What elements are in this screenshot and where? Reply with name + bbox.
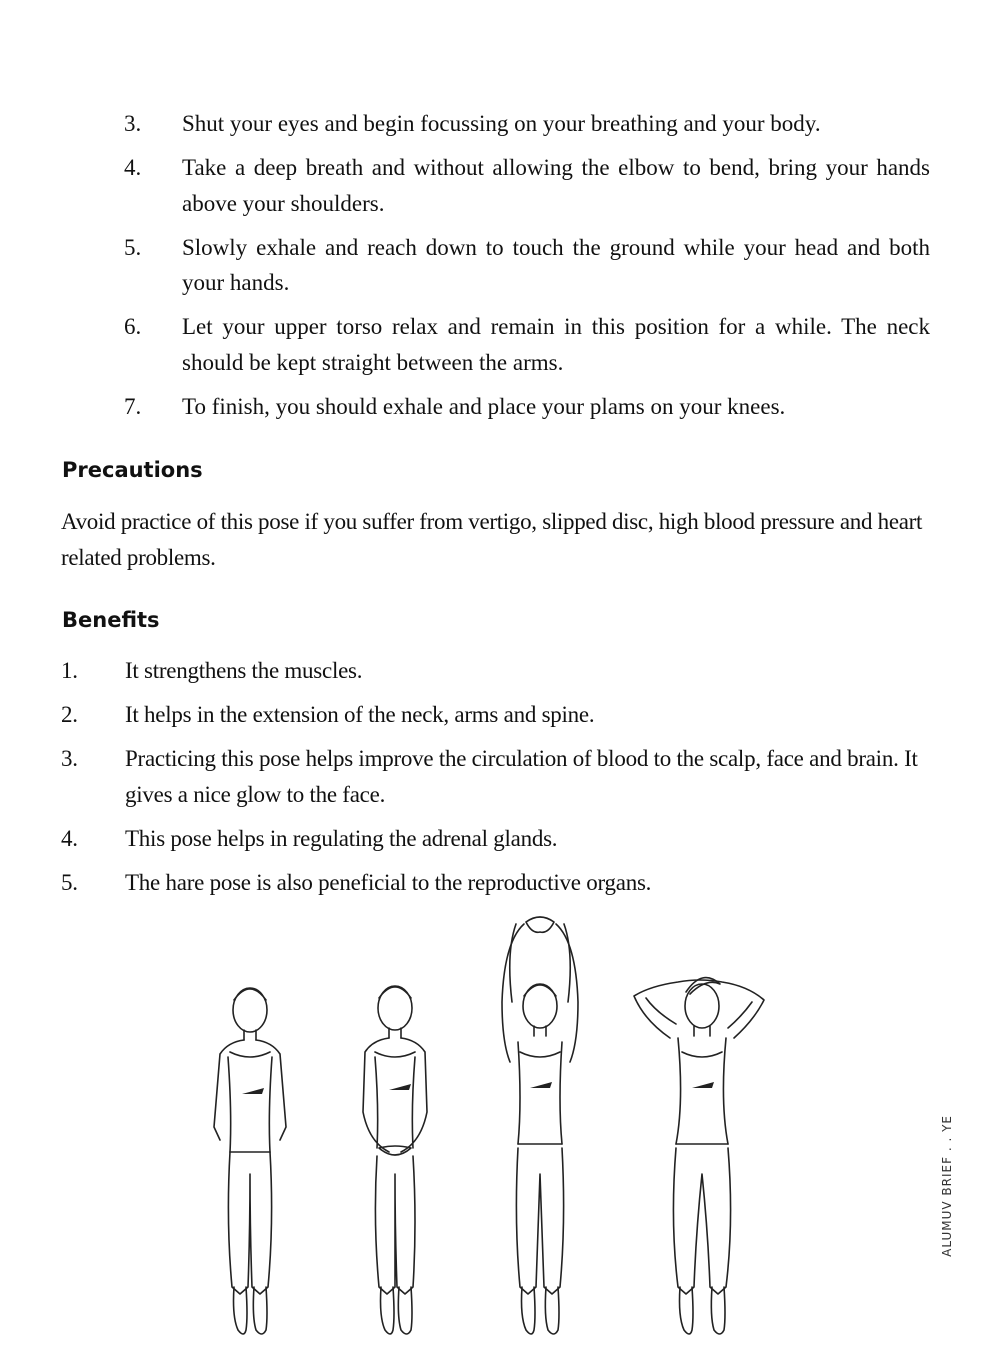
side-credit-text: ALUMUV BRIEF . . YE (940, 1115, 954, 1257)
item-text: It helps in the extension of the neck, arms and spine. (125, 702, 595, 727)
item-number: 4. (124, 155, 142, 180)
list-item (124, 150, 930, 221)
list-item (61, 865, 930, 901)
benefits-heading: Benefits (62, 608, 160, 632)
item-text: Take a deep breath and without allowing the elbow to bend, bring your hands above your shoulders. (182, 155, 930, 216)
item-text: Shut your eyes and begin focussing on your breathing and your body. (182, 111, 821, 136)
item-text: Slowly exhale and reach down to touch the ground while your head and both your hands. (182, 234, 930, 295)
item-text: It strengthens the muscles. (125, 658, 363, 683)
item-text: The hare pose is also peneficial to the reproductive organs. (125, 869, 652, 895)
list-item (61, 821, 930, 857)
list-item (124, 389, 930, 425)
item-number: 3. (124, 111, 142, 136)
item-number: 2. (61, 702, 78, 727)
side-credit (940, 1115, 974, 1295)
item-number: 5. (124, 234, 142, 260)
figure-hands-on-head (634, 978, 764, 1334)
item-text: To finish, you should exhale and place your plams on your knees. (182, 393, 786, 419)
item-number: 7. (124, 393, 142, 419)
figure-hands-clasped (363, 986, 427, 1334)
figure-arms-raised (502, 917, 578, 1334)
list-item (61, 653, 930, 689)
item-number: 4. (61, 825, 78, 851)
precautions-text: Avoid practice of this pose if you suffer from vertigo, slipped disc, high blood pressure and heart related problems. (61, 509, 923, 570)
item-number: 1. (61, 658, 78, 683)
list-item (124, 106, 930, 142)
item-number: 3. (61, 746, 78, 771)
list-item (124, 230, 930, 301)
item-number: 5. (61, 869, 78, 895)
pose-illustration (180, 912, 820, 1342)
precautions-heading: Precautions (62, 458, 203, 482)
list-item (61, 697, 930, 733)
item-text: Practicing this pose helps improve the circulation of blood to the scalp, face and brain. It gives a nice glow to the face. (125, 746, 918, 807)
steps-list (124, 106, 930, 433)
list-item (61, 741, 930, 812)
item-text: Let your upper torso relax and remain in this position for a while. The neck should be kept straight between the arms. (182, 314, 930, 375)
item-text: This pose helps in regulating the adrenal glands. (125, 825, 558, 851)
item-number: 6. (124, 314, 142, 339)
benefits-list (61, 653, 930, 909)
figure-standing (214, 988, 286, 1334)
list-item (124, 309, 930, 380)
